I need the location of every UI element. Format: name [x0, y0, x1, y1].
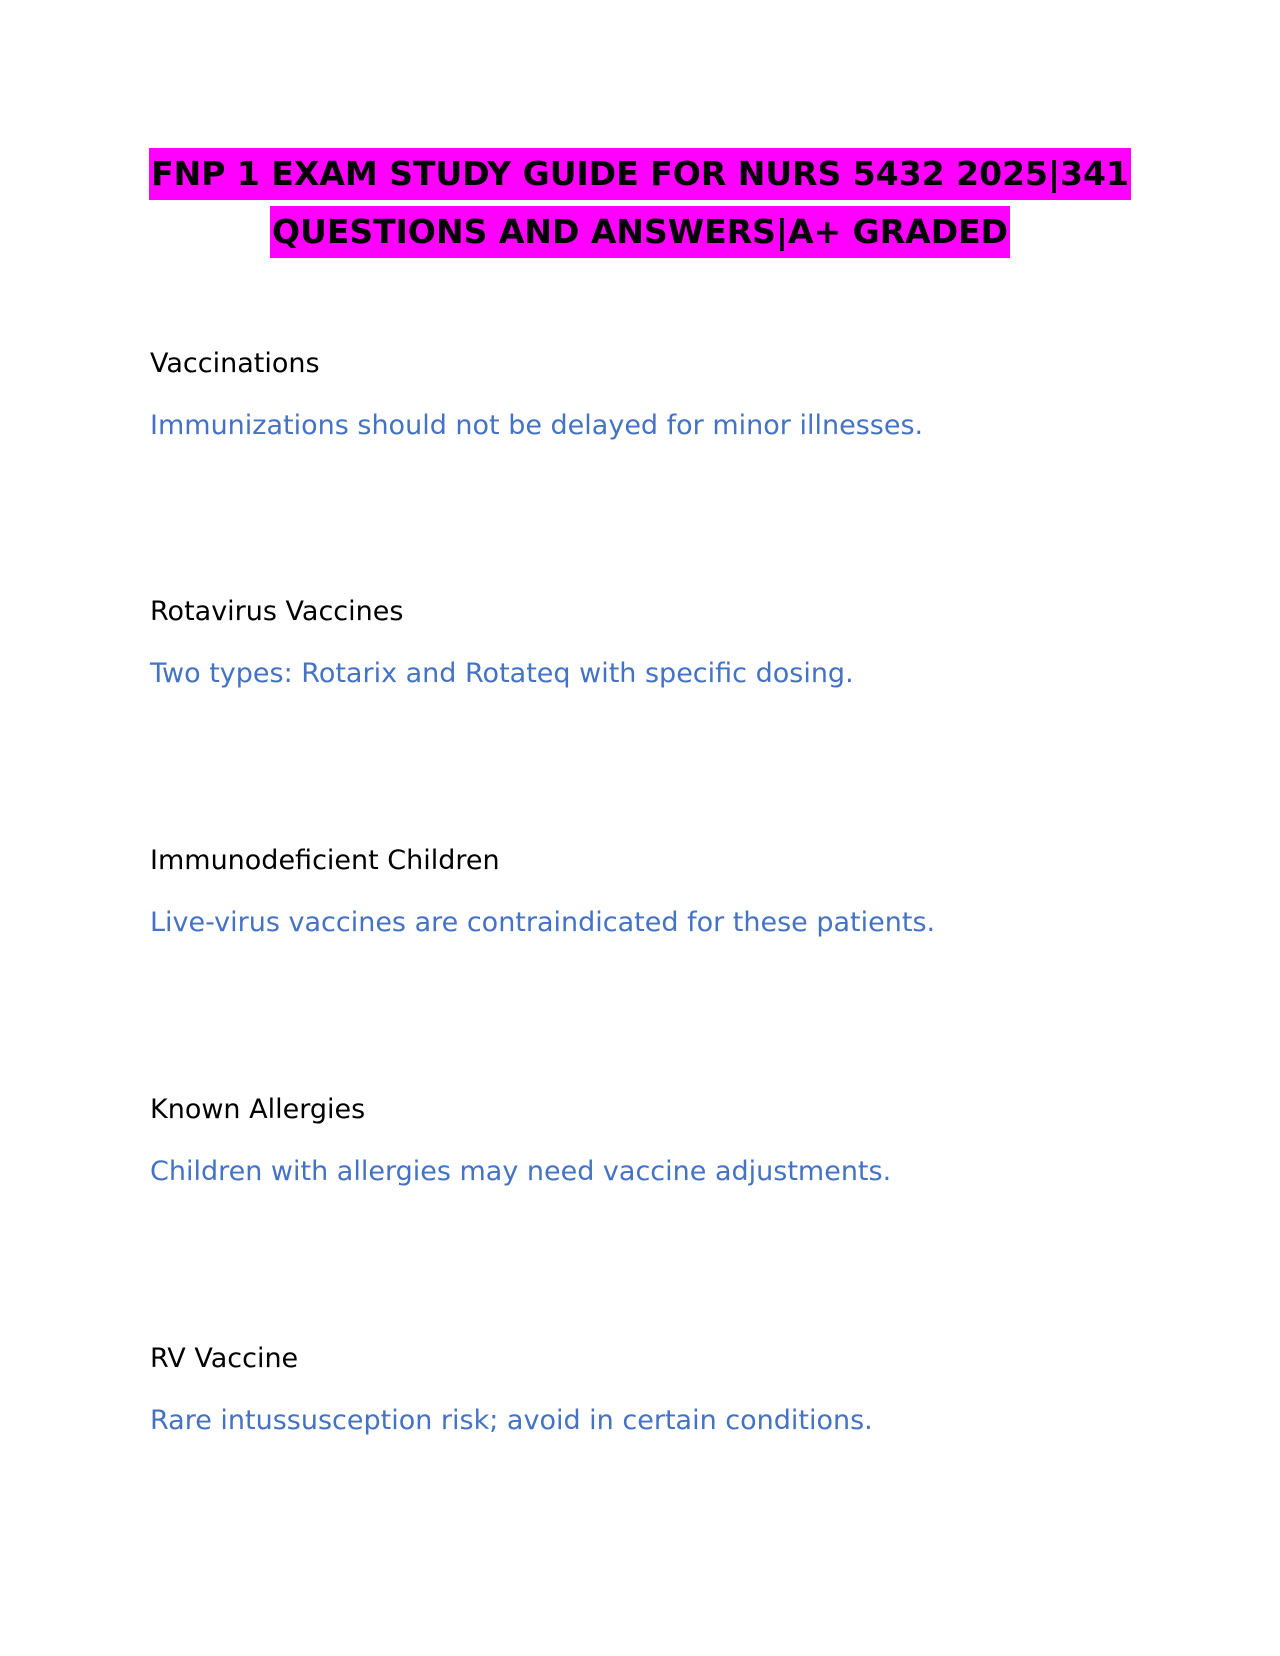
entry-term: Rotavirus Vaccines [150, 596, 404, 627]
study-entry-known-allergies [150, 1092, 1150, 1187]
title-line [0, 206, 1280, 264]
document-title [0, 148, 1280, 264]
study-entry-rotavirus-vaccines [150, 594, 1150, 689]
entry-definition: Two types: Rotarix and Rotateq with specific dosing. [150, 658, 854, 689]
title-line-2: QUESTIONS AND ANSWERS|A+ GRADED [270, 206, 1010, 258]
study-entry-vaccinations [150, 346, 1150, 441]
entry-definition: Children with allergies may need vaccine adjustments. [150, 1156, 892, 1187]
title-line-1: FNP 1 EXAM STUDY GUIDE FOR NURS 5432 2025|341 [149, 148, 1131, 200]
entry-term: RV Vaccine [150, 1343, 299, 1374]
entry-definition: Immunizations should not be delayed for minor illnesses. [150, 410, 924, 441]
study-entry-rv-vaccine [150, 1341, 1150, 1436]
study-entry-immunodeficient-children [150, 843, 1150, 938]
entry-definition: Live-virus vaccines are contraindicated for these patients. [150, 907, 936, 938]
entry-definition: Rare intussusception risk; avoid in certain conditions. [150, 1405, 873, 1436]
entry-term: Immunodeficient Children [150, 845, 500, 876]
title-line [0, 148, 1280, 206]
entry-term: Known Allergies [150, 1094, 366, 1125]
entry-term: Vaccinations [150, 348, 320, 379]
